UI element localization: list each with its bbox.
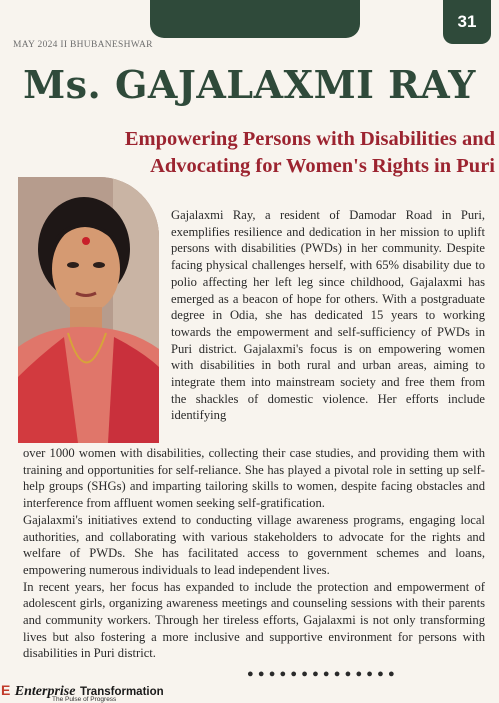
- top-decorative-bar: [150, 0, 360, 38]
- portrait-illustration: [18, 177, 159, 443]
- page-number-badge: 31: [443, 0, 491, 44]
- article-title: Ms. GAJALAXMI RAY: [23, 62, 476, 107]
- paragraph-3: In recent years, her focus has expanded to include the protection and empowerment of adolescent girls, organizing awareness meetings and counseling sessions with their parents and community workers. Through her tireless efforts, Gajalaxmi is not only transforming lives but also fostering a more inclusive and supportive environment for persons with disabilities in Puri district.: [23, 579, 485, 661]
- logo-transformation-text: Transformation: [79, 686, 164, 698]
- portrait-photo: [18, 177, 159, 443]
- article-subtitle: [90, 126, 495, 180]
- logo-mark-icon: E: [1, 682, 11, 698]
- intro-paragraph: Gajalaxmi Ray, a resident of Damodar Road in Puri, exemplifies resilience and dedication in her mission to uplift persons with disabilities (PWDs) in her community. Despite facing physical challenges herself, with 65% disability due to polio affecting her left leg since childhood, Gajalaxmi has emerged as a beacon of hope for others. With a postgraduate degree in Odia, she has dedicated 15 years to working towards the empowerment and self-sufficiency of PWDs in Puri district. Gajalaxmi's focus is on empowering women with disabilities in both rural and urban areas, aiming to integrate them into mainstream society and free them from the shackles of domestic violence. Her efforts include identifying: [171, 208, 485, 423]
- continued-paragraph: over 1000 women with disabilities, collecting their case studies, and providing them with training and opportunities for self-reliance. She has played a pivotal role in setting up self-help groups (SHGs) and imparting tailoring skills to women, despite facing obstacles and interference from affluent women seeking self-gratification.: [23, 446, 485, 511]
- decorative-dots: ●●●●●●●●●●●●●●: [247, 668, 399, 680]
- subtitle-line-2: Advocating for Women's Rights in Puri: [150, 155, 495, 177]
- intro-column: [171, 207, 485, 424]
- paragraph-2: Gajalaxmi's initiatives extend to conducting village awareness programs, engaging local authorities, and collaborating with various stakeholders to advocate for the rights and welfare of PWDs. She has facilitated access to government schemes and loans, empowering numerous individuals to lead independent lives.: [23, 512, 485, 577]
- logo-enterprise-text: Enterprise: [14, 684, 76, 699]
- full-width-column: [23, 445, 485, 662]
- issue-dateline: MAY 2024 II BHUBANESHWAR: [13, 40, 153, 50]
- subtitle-line-1: Empowering Persons with Disabilities and: [124, 128, 495, 150]
- logo-tagline: The Pulse of Progress: [52, 696, 117, 703]
